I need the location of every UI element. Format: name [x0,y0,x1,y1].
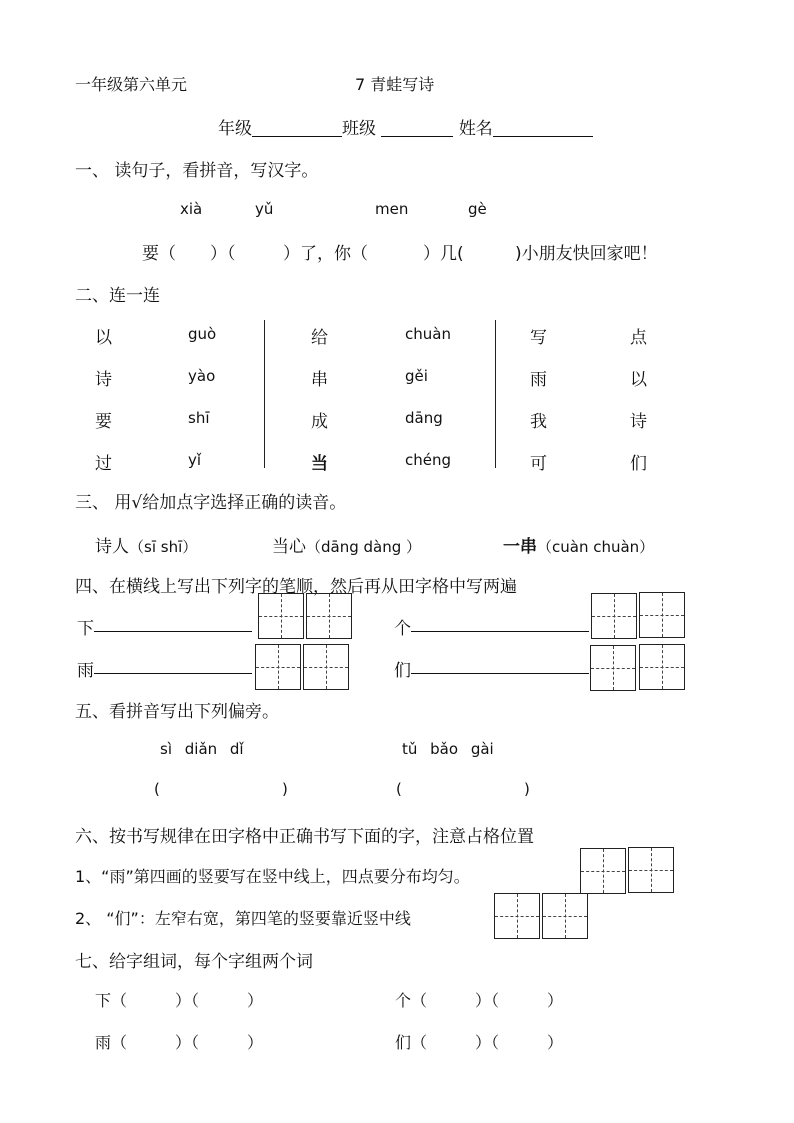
grade-blank[interactable] [252,118,342,137]
group-char: 雨 [95,1033,112,1052]
reading-word: 一串 [503,537,537,557]
name-label: 姓名 [458,119,493,139]
pinyin-ge: gè [468,200,487,218]
rule-1: 1、“雨”第四画的竖要写在竖中线上，四点要分布均匀。 [75,867,470,886]
match-pinyin[interactable]: dāng [405,409,443,427]
match-pinyin[interactable]: guò [188,325,217,343]
word-group-yu [95,1030,263,1053]
section-1-title: 一、 读句子，看拼音，写汉字。 [75,161,319,181]
word-blank[interactable]: （ ）（ ） [411,991,564,1010]
class-blank[interactable] [381,118,453,137]
reading-options[interactable]: （sī shī） [129,538,198,556]
s1-sentence-part-5: )小朋友快回家吧！ [515,244,658,264]
word-blank[interactable]: （ ）（ ） [111,991,264,1010]
stroke-char-men: 们 [394,661,411,681]
tianzige-box[interactable] [303,644,349,690]
reading-word: 诗人 [95,537,129,557]
s1-sentence-part-3: ）了，你（ [283,244,368,264]
match-pinyin[interactable]: gěi [405,367,428,385]
tianzige-box[interactable] [590,645,636,691]
match-char[interactable]: 们 [630,454,647,474]
pinyin-men: men [375,200,409,218]
tianzige-box[interactable] [580,848,626,894]
s1-sentence-part-4: ）几( [423,244,464,264]
paren-open: ( [154,780,160,798]
match-char[interactable]: 过 [95,454,112,474]
radical-pinyin-right: tǔ bǎo gài [402,740,494,758]
match-char[interactable]: 诗 [630,412,647,432]
group-char: 个 [395,991,412,1010]
match-char[interactable]: 我 [530,412,547,432]
section-4-title: 四、在横线上写出下列字的笔顺，然后再从田字格中写两遍 [75,577,517,597]
match-char[interactable]: 以 [630,370,647,390]
column-divider [495,320,496,468]
tianzige-box[interactable] [639,592,685,638]
group-char: 下 [95,991,112,1010]
name-blank[interactable] [493,118,593,137]
word-group-xia [95,988,263,1011]
match-char[interactable]: 以 [95,328,112,348]
reading-item-yichuan [503,532,654,557]
tianzige-box[interactable] [255,644,301,690]
match-pinyin[interactable]: yǐ [188,451,202,469]
reading-options[interactable]: （dāng dàng ） [306,538,422,556]
match-char[interactable]: 当 [311,454,328,474]
stroke-order-line[interactable] [94,673,252,674]
tianzige-box[interactable] [639,644,685,690]
radical-pinyin-left: sì diǎn dǐ [160,740,244,758]
match-char[interactable]: 可 [530,454,547,474]
section-3-title: 三、 用√给加点字选择正确的读音。 [75,493,347,513]
match-char[interactable]: 写 [530,328,547,348]
match-char[interactable]: 要 [95,412,112,432]
stroke-order-line[interactable] [411,673,589,674]
pinyin-xia: xià [180,200,203,218]
section-7-title: 七、给字组词，每个字组两个词 [75,952,313,972]
class-label: 班级 [342,119,376,139]
tianzige-box[interactable] [258,593,304,639]
match-char[interactable]: 成 [311,412,328,432]
rule-2: 2、 “们”：左窄右宽，第四笔的竖要靠近竖中线 [75,909,411,928]
tianzige-box[interactable] [542,893,588,939]
student-info-row [218,114,593,139]
section-6-title: 六、按书写规律在田字格中正确书写下面的字，注意占格位置 [75,827,534,847]
section-5-title: 五、看拼音写出下列偏旁。 [75,702,279,722]
stroke-order-line[interactable] [411,631,589,632]
tianzige-box[interactable] [591,593,637,639]
reading-word: 当心 [272,537,306,557]
unit-title: 一年级第六单元 [75,75,188,94]
group-char: 们 [395,1033,412,1052]
s1-sentence-part-1: 要（ [142,244,176,264]
s1-sentence-part-2: ）（ [210,244,236,264]
reading-item-shiren [95,532,197,557]
reading-item-dangxin [272,532,421,557]
word-blank[interactable]: （ ）（ ） [111,1033,264,1052]
match-pinyin[interactable]: chuàn [405,325,451,343]
match-pinyin[interactable]: chéng [405,451,452,469]
stroke-char-yu: 雨 [77,661,94,681]
word-blank[interactable]: （ ）（ ） [411,1033,564,1052]
tianzige-box[interactable] [494,893,540,939]
stroke-char-xia: 下 [77,619,94,639]
reading-options[interactable]: （cuàn chuàn） [537,538,655,556]
word-group-ge [395,988,563,1011]
word-group-men [395,1030,563,1053]
match-char[interactable]: 串 [311,370,328,390]
match-char[interactable]: 诗 [95,370,112,390]
match-pinyin[interactable]: shī [188,409,210,427]
column-divider [264,320,265,468]
tianzige-box[interactable] [628,847,674,893]
paren-open: ( [396,780,402,798]
tianzige-box[interactable] [306,593,352,639]
match-char[interactable]: 雨 [530,370,547,390]
lesson-title: 7 青蛙写诗 [355,75,435,94]
grade-label: 年级 [218,119,252,139]
stroke-char-ge: 个 [394,619,411,639]
paren-close: ) [524,780,530,798]
match-char[interactable]: 点 [630,328,647,348]
match-pinyin[interactable]: yào [188,367,216,385]
match-char[interactable]: 给 [311,328,328,348]
stroke-order-line[interactable] [94,631,252,632]
paren-close: ) [282,780,288,798]
section-2-title: 二、连一连 [75,286,160,306]
pinyin-yu: yǔ [255,200,274,218]
